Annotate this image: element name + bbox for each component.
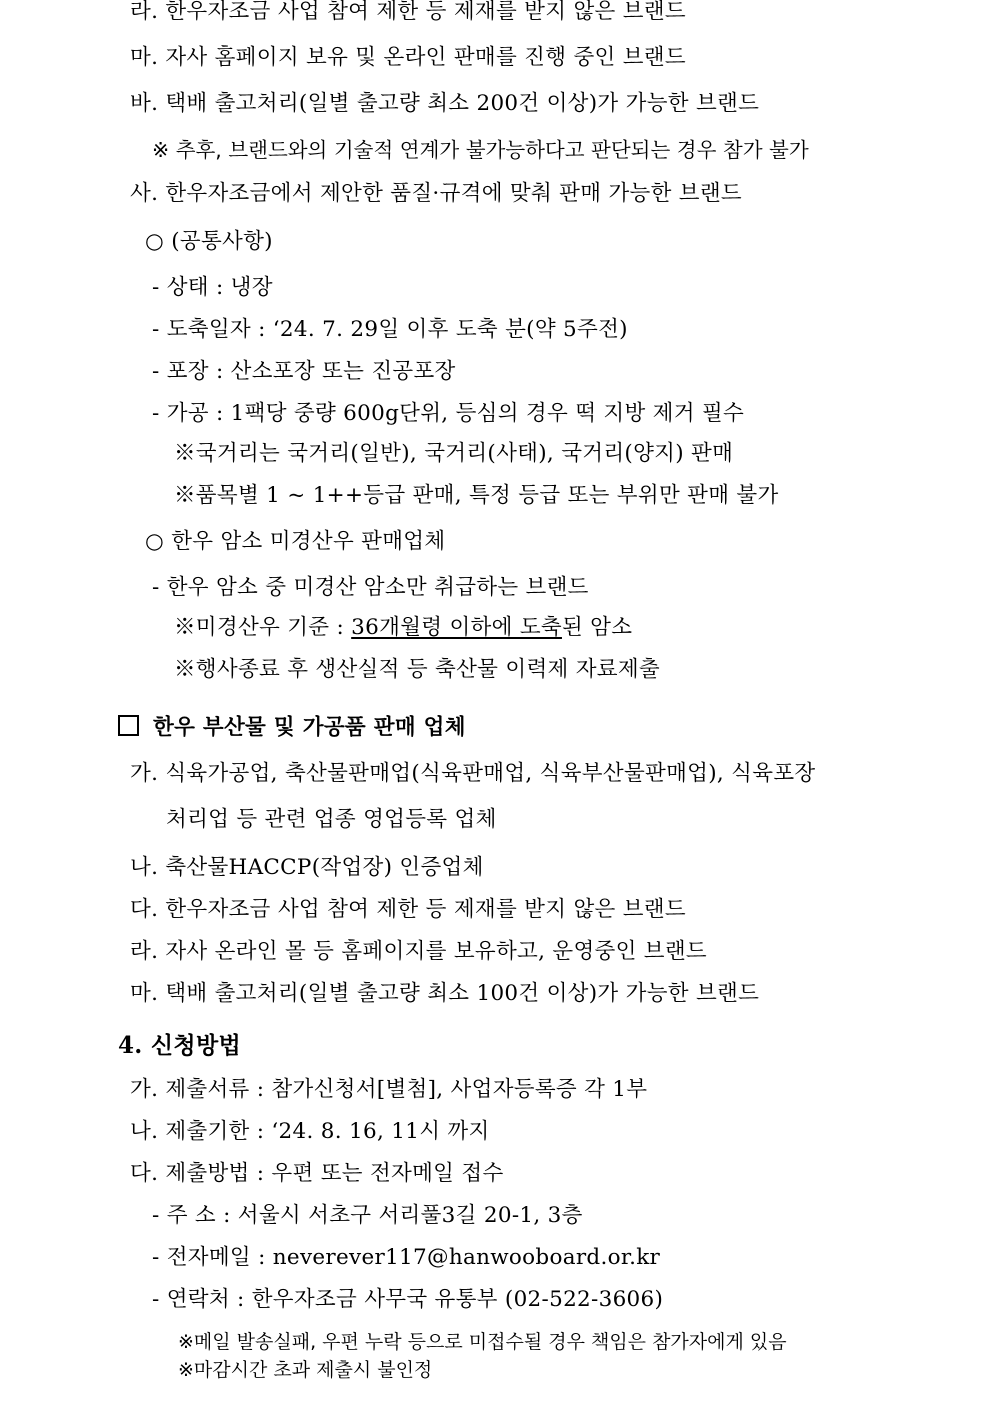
application-deadline: 나. 제출기한 : ‘24. 8. 16, 11시 까지 [130,1119,490,1144]
application-method: 다. 제출방법 : 우편 또는 전자메일 접수 [130,1161,504,1186]
application-email: - 전자메일 : neverever117@hanwooboard.or.kr [152,1245,661,1270]
application-heading: 4. 신청방법 [118,1032,241,1059]
application-contact: - 연락처 : 한우자조금 사무국 유통부 (02-522-3606) [152,1287,664,1312]
byproduct-ra: 라. 자사 온라인 몰 등 홈페이지를 보유하고, 운영중인 브랜드 [130,939,708,964]
common-note-grade: ※품목별 1 ~ 1++등급 판매, 특정 등급 또는 부위만 판매 불가 [174,483,779,508]
common-packaging: - 포장 : 산소포장 또는 진공포장 [152,359,456,384]
criteria-ma: 마. 자사 홈페이지 보유 및 온라인 판매를 진행 중인 브랜드 [130,45,686,70]
byproduct-heading-text: 한우 부산물 및 가공품 판매 업체 [153,715,466,740]
heifer-line1: - 한우 암소 중 미경산 암소만 취급하는 브랜드 [152,575,589,600]
checkbox-square-icon [118,715,139,736]
common-slaughter-date: - 도축일자 : ‘24. 7. 29일 이후 도축 분(약 5주전) [152,317,628,342]
criteria-ra: 라. 한우자조금 사업 참여 제한 등 제재를 받지 않은 브랜드 [130,0,686,24]
common-heading: ○ (공통사항) [145,229,273,254]
common-state: - 상태 : 냉장 [152,275,273,300]
application-note-late: ※마감시간 초과 제출시 불인정 [178,1359,433,1381]
application-documents: 가. 제출서류 : 참가신청서[별첨], 사업자등록증 각 1부 [130,1077,648,1102]
byproduct-ga-cont: 처리업 등 관련 업종 영업등록 업체 [166,807,497,832]
heifer-criteria-underlined: 36개월령 이하에 도축 [351,615,562,640]
application-note-liability: ※메일 발송실패, 우편 누락 등으로 미접수될 경우 책임은 참가자에게 있음 [178,1331,787,1353]
criteria-ba: 바. 택배 출고처리(일별 출고량 최소 200건 이상)가 가능한 브랜드 [130,91,760,116]
heifer-criteria-suffix: 된 암소 [561,615,633,640]
heifer-criteria [174,614,632,642]
common-note-soup: ※국거리는 국거리(일반), 국거리(사태), 국거리(양지) 판매 [174,441,734,466]
criteria-sa: 사. 한우자조금에서 제안한 품질·규격에 맞춰 판매 가능한 브랜드 [130,181,743,206]
common-processing: - 가공 : 1팩당 중량 600g단위, 등심의 경우 떡 지방 제거 필수 [152,401,745,426]
application-address: - 주 소 : 서울시 서초구 서리풀3길 20-1, 3층 [152,1203,583,1228]
byproduct-ma: 마. 택배 출고처리(일별 출고량 최소 100건 이상)가 가능한 브랜드 [130,981,760,1006]
heifer-criteria-prefix: ※미경산우 기준 : [174,615,352,640]
byproduct-da: 다. 한우자조금 사업 참여 제한 등 제재를 받지 않은 브랜드 [130,897,686,922]
byproduct-heading [118,714,466,742]
criteria-ba-note: ※ 추후, 브랜드와의 기술적 연계가 불가능하다고 판단되는 경우 참가 불가 [152,138,809,162]
heifer-line3: ※행사종료 후 생산실적 등 축산물 이력제 자료제출 [174,657,660,682]
byproduct-na: 나. 축산물HACCP(작업장) 인증업체 [130,855,484,880]
heifer-heading: ○ 한우 암소 미경산우 판매업체 [145,529,446,554]
byproduct-ga: 가. 식육가공업, 축산물판매업(식육판매업, 식육부산물판매업), 식육포장 [130,761,816,786]
